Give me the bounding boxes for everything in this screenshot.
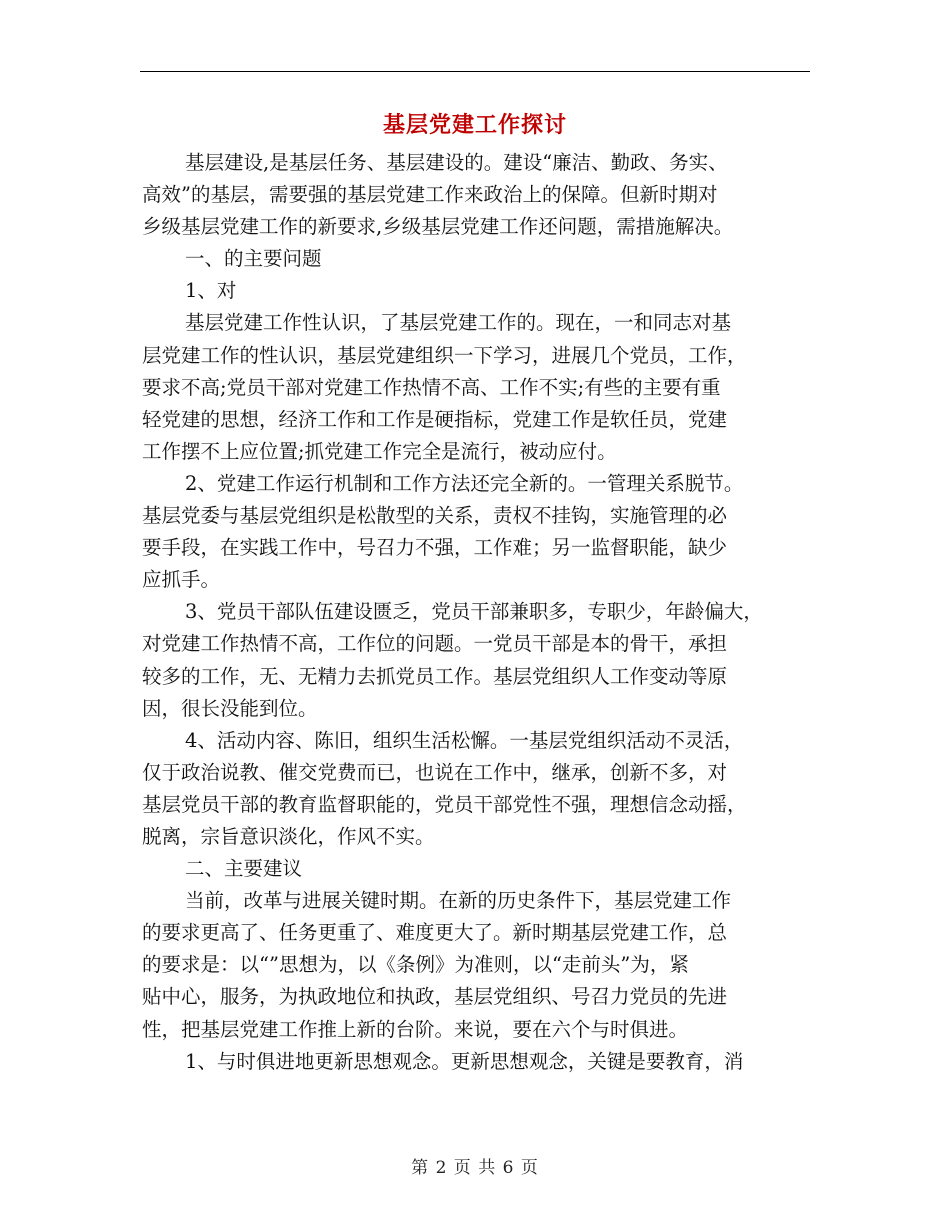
- body-line: 3、党员干部队伍建设匮乏，党员干部兼职多，专职少，年龄偏大，: [185, 600, 763, 624]
- body-line: 4、活动内容、陈旧，组织生活松懈。一基层党组织活动不灵活，: [185, 728, 744, 752]
- body-line: 当前，改革与进展关键时期。在新的历史条件下，基层党建工作: [185, 889, 732, 913]
- body-line: 层党建工作的性认识，基层党建组织一下学习，进展几个党员，工作，: [142, 343, 747, 367]
- document-body: [142, 147, 814, 1078]
- body-line: 对党建工作热情不高，工作位的问题。一党员干部是本的骨干，承担: [142, 632, 728, 656]
- body-line: 因，很长没能到位。: [142, 696, 318, 720]
- body-line: 的要求是：以“”思想为，以《条例》为准则，以“走前头”为，紧: [142, 953, 689, 977]
- body-line: 基层党建工作性认识，了基层党建工作的。现在，一和同志对基: [185, 311, 732, 335]
- body-line: 基层党委与基层党组织是松散型的关系，责权不挂钩，实施管理的必: [142, 504, 728, 528]
- body-line: 性，把基层党建工作推上新的台阶。来说，要在六个与时俱进。: [142, 1017, 689, 1041]
- page-number: 第 2 页 共 6 页: [411, 1158, 539, 1178]
- body-line: 贴中心，服务，为执政地位和执政，基层党组织、号召力党员的先进: [142, 985, 728, 1009]
- body-line: 2、党建工作运行机制和工作方法还完全新的。一管理关系脱节。: [185, 471, 744, 495]
- body-line: 二、主要建议: [185, 857, 303, 881]
- body-line: 1、与时俱进地更新思想观念。更新思想观念，关键是要教育，消: [185, 1049, 744, 1073]
- body-line: 工作摆不上应位置;抓党建工作完全是流行，被动应付。: [142, 439, 617, 463]
- body-line: 较多的工作，无、无精力去抓党员工作。基层党组织人工作变动等原: [142, 664, 728, 688]
- body-line: 基层党员干部的教育监督职能的，党员干部党性不强，理想信念动摇，: [142, 792, 747, 816]
- body-line: 要求不高;党员干部对党建工作热情不高、工作不实;有些的主要有重: [142, 375, 721, 399]
- body-line: 应抓手。: [142, 568, 221, 592]
- body-line: 高效”的基层，需要强的基层党建工作来政治上的保障。但新时期对: [142, 183, 718, 207]
- body-line: 要手段，在实践工作中，号召力不强，工作难；另一监督职能，缺少: [142, 536, 728, 560]
- body-line: 的要求更高了、任务更重了、难度更大了。新时期基层党建工作，总: [142, 921, 728, 945]
- body-line: 乡级基层党建工作的新要求,乡级基层党建工作还问题，需措施解决。: [142, 215, 734, 239]
- body-line: 脱离，宗旨意识淡化，作风不实。: [142, 824, 435, 848]
- body-line: 仅于政治说教、催交党费而已，也说在工作中，继承，创新不多，对: [142, 760, 728, 784]
- header-rule: [140, 71, 810, 72]
- body-line: 轻党建的思想，经济工作和工作是硬指标，党建工作是软任员，党建: [142, 407, 728, 431]
- document-title: 基层党建工作探讨: [382, 112, 567, 138]
- body-line: 一、的主要问题: [185, 247, 322, 271]
- body-line: 基层建设,是基层任务、基层建设的。建设“廉洁、勤政、务实、: [185, 151, 728, 174]
- body-line: 1、对: [185, 279, 237, 303]
